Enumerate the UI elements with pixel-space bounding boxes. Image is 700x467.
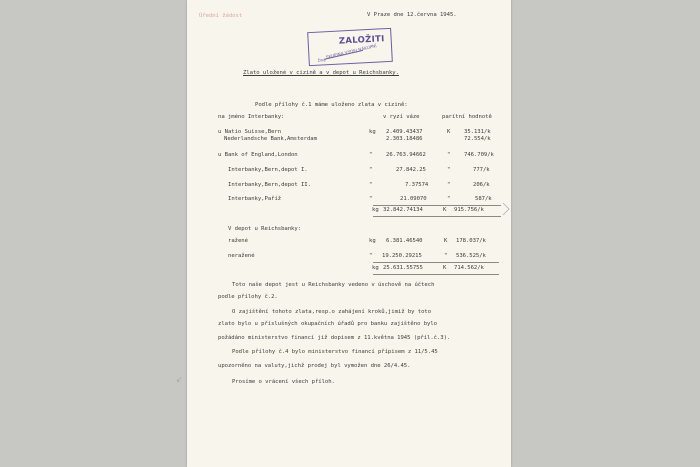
total-currency: K: [443, 265, 447, 271]
row-weight: 7.37574: [405, 182, 429, 188]
row-label: neražené: [228, 253, 255, 259]
document-page: [187, 0, 511, 467]
row-label: Interbanky,Bern,depot II.: [228, 182, 311, 188]
intro-text: Podle přílohy č.1 máme uloženo zlata v cizině:: [255, 102, 408, 108]
row-currency: ": [447, 152, 451, 158]
row-unit: kg: [369, 129, 376, 135]
total-unit: kg: [372, 265, 379, 271]
row-currency: ": [444, 253, 448, 259]
paragraph-line: O zajištění tohoto zlata,resp.o zahájení kroků,jimiž by toto: [232, 309, 432, 315]
row-weight: 2.409.43437: [386, 129, 423, 135]
paragraph-line: Prosíme o vrácení všech příloh.: [232, 379, 335, 385]
row-value: 536.525/k: [456, 253, 486, 259]
row-label: Interbanky,Paříž: [228, 196, 282, 202]
row-unit: ": [369, 253, 373, 259]
paragraph-line: Podle přílohy č.4 bylo ministerstvo financí přípisem z 11/5.45: [232, 349, 438, 355]
office-stamp-text: Úřední žádost: [199, 13, 243, 19]
reichsbank-intro: V depot u Reichsbanky:: [228, 226, 301, 232]
row-weight: 19.250.29215: [382, 253, 422, 259]
row-value: 35.131/k: [464, 129, 491, 135]
row-label: u Natio Suisse,Bern: [218, 129, 282, 135]
row-currency: ": [447, 196, 451, 202]
paragraph-line: zlato bylo u příslušných okupačních úřadů pro banku zajištěno bylo: [218, 321, 437, 327]
column-header-left: na jméno Interbanky:: [218, 114, 285, 120]
paragraph-line: požádáno ministerstvo financí již dopisem z 11.května 1945 (příl.č.3).: [218, 335, 451, 341]
row-currency: ": [447, 182, 451, 188]
row-label: u Bank of England,London: [218, 152, 298, 158]
place-date: V Praze dne 12.června 1945.: [367, 12, 457, 18]
row-unit: ": [369, 182, 373, 188]
row-unit: ": [369, 196, 373, 202]
row-value: 587/k: [475, 196, 492, 202]
row-label: Interbanky,Bern,depot I.: [228, 167, 308, 173]
pencil-arrow-mark: ↙: [176, 375, 183, 384]
stamp-label: ZALOŽITI: [338, 34, 385, 47]
total-currency: K: [443, 207, 447, 213]
stamp-subtitle: SKUPINA VÝDEJ NÁKUPNÍ: [325, 43, 378, 60]
column-header-value: parítní hodnotě: [442, 114, 492, 120]
pencil-marks: [187, 0, 511, 467]
total-weight: 25.631.55755: [383, 265, 423, 271]
row-weight: 2.303.18486: [386, 136, 423, 142]
pencil-chevron-mark: [503, 203, 509, 215]
row-unit: kg: [369, 238, 376, 244]
paragraph-line: podle přílohy č.2.: [218, 294, 278, 300]
stamp-date-label: Dne: [317, 57, 326, 63]
total-unit: kg: [372, 207, 379, 213]
row-weight: 6.381.46540: [386, 238, 423, 244]
row-weight: 26.763.94662: [386, 152, 426, 158]
row-weight: 27.842.25: [396, 167, 426, 173]
row-value: 206/k: [473, 182, 490, 188]
row-label: ražené: [228, 238, 248, 244]
row-value: 72.554/k: [464, 136, 491, 142]
row-currency: K: [444, 238, 448, 244]
row-value: 178.037/k: [456, 238, 486, 244]
row-currency: K: [447, 129, 451, 135]
row-value: 777/k: [473, 167, 490, 173]
row-unit: ": [369, 152, 373, 158]
row-currency: ": [447, 167, 451, 173]
paragraph-line: Toto naše depot jest u Reichsbanky vedeno v úschově na účtech: [232, 282, 435, 288]
row-weight: 21.09070: [400, 196, 427, 202]
total-weight: 32.842.74134: [383, 207, 423, 213]
total-value: 714.562/k: [454, 265, 484, 271]
row-label: Nederlandsche Bank,Amsterdam: [224, 136, 317, 142]
row-value: 746.709/k: [464, 152, 494, 158]
total-value: 915.756/k: [454, 207, 484, 213]
document-title: Zlato uložené v cizině a v depot u Reichsbanky.: [243, 70, 399, 76]
row-unit: ": [369, 167, 373, 173]
paragraph-line: upozorněno na valuty,jichž prodej byl vymožen dne 26/4.45.: [218, 363, 411, 369]
column-header-weight: v ryzí váze: [383, 114, 420, 120]
